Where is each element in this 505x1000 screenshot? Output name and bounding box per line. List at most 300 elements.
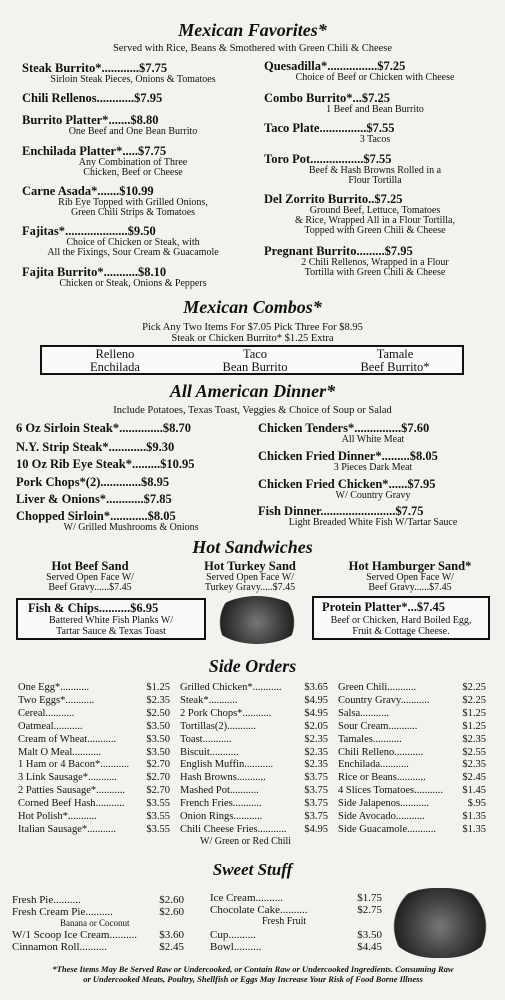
side-order-item	[18, 824, 170, 836]
item-price: $9.30	[146, 440, 175, 454]
item-desc: 2 Chili Rellenos, Wrapped in a Flour	[301, 257, 449, 268]
item-name: Liver & Onions*	[16, 492, 107, 506]
item-name: Taco Plate	[264, 121, 320, 135]
sweet-item-name: Fresh Pie	[12, 894, 54, 906]
fish-chips-desc-1: Battered White Fish Planks W/	[48, 615, 174, 626]
item-desc: Beef & Hash Browns Rolled in a	[308, 165, 442, 176]
item-price: $7.75	[395, 504, 424, 518]
side-order-item	[18, 798, 170, 810]
side-item-dots: ...........	[87, 823, 116, 835]
side-item-dots: ...........	[407, 823, 436, 835]
item-dots: .........	[131, 457, 161, 471]
side-order-item	[338, 824, 486, 836]
side-item-name: One Egg*	[18, 682, 61, 693]
sweet-item-dots: ..........	[79, 941, 108, 953]
hot-sandwich-desc: Served Open Face W/	[46, 572, 134, 583]
side-item-dots: ...........	[202, 733, 232, 745]
side-item-dots: ...........	[60, 682, 90, 693]
item-price: $8.95	[141, 475, 170, 489]
combo-option: Relleno	[95, 347, 135, 361]
side-order-item	[338, 759, 486, 771]
side-item-dots: ...........	[53, 720, 83, 732]
side-order-item	[180, 772, 328, 784]
side-item-name: 4 Slices Tomatoes	[338, 785, 415, 797]
item-dots: ............	[106, 492, 144, 506]
combo-option: Tamale	[376, 347, 414, 361]
item-dots: .......	[108, 113, 131, 127]
item-price: $7.75	[137, 144, 167, 158]
protein-desc-1: Beef or Chicken, Hard Boiled Egg,	[330, 615, 472, 626]
side-item-price: $3.65	[304, 682, 328, 693]
hot-sandwich-name: Hot Hamburger Sand*	[348, 559, 472, 573]
side-item-name: Enchilada	[338, 759, 380, 771]
hot-sandwich-desc: Beef Gravy......$7.45	[48, 582, 132, 593]
item-price: $7.55	[366, 121, 395, 135]
item-name: Quesadilla*	[264, 59, 328, 73]
side-item-name: Hash Browns	[180, 772, 237, 784]
side-item-dots: ...........	[65, 694, 95, 706]
item-desc: Ground Beef, Lettuce, Tomatoes	[309, 205, 441, 216]
dessert-photo	[388, 888, 492, 958]
side-item-name: Hot Polish*	[18, 811, 68, 822]
hot-sandwiches-title: Hot Sandwiches	[192, 537, 313, 557]
side-order-item	[18, 759, 170, 771]
chili-fries-note: W/ Green or Red Chili	[200, 836, 292, 847]
side-item-name: 3 Link Sausage*	[18, 772, 88, 784]
item-dots: .........	[381, 449, 410, 463]
side-item-name: Green Chili	[338, 682, 388, 693]
sweet-item-name: W/1 Scoop Ice Cream	[12, 929, 110, 941]
side-item-price: $2.35	[304, 759, 328, 771]
side-item-dots: ...........	[242, 707, 272, 719]
item-name: Del Zorrito Burrito	[264, 192, 369, 206]
side-item-name: Toast	[180, 733, 203, 745]
side-order-item	[338, 811, 486, 823]
item-name: N.Y. Strip Steak*	[16, 440, 109, 454]
side-orders-title: Side Orders	[208, 656, 297, 676]
side-item-price: $2.70	[146, 759, 170, 771]
side-item-name: Salsa	[338, 707, 361, 719]
side-item-name: 1 Ham or 4 Bacon*	[18, 759, 101, 771]
item-name: Fajita Burrito*	[22, 265, 104, 279]
side-item-dots: ...........	[400, 798, 429, 810]
item-name: Chicken Fried Dinner*	[258, 449, 382, 463]
side-order-item	[338, 682, 486, 694]
item-dots: ............	[101, 61, 140, 75]
sweet-item	[210, 904, 382, 916]
item-price: $10.99	[119, 184, 154, 198]
combos-pricing: Pick Any Two Items For $7.05 Pick Three For $8.95	[142, 322, 363, 333]
side-item-name: English Muffin	[180, 759, 245, 771]
sweet-item	[12, 941, 184, 953]
side-item-dots: ...........	[387, 682, 417, 693]
item-price: $8.05	[409, 449, 438, 463]
side-item-price: $4.95	[304, 707, 328, 719]
item-price: $7.25	[374, 192, 403, 206]
side-item-dots: ...........	[379, 759, 409, 771]
pie-flavors-note: Banana or Coconut	[60, 918, 130, 928]
item-price: $7.95	[407, 477, 436, 491]
footer-warning-1: *These Items May Be Served Raw or Undercooked, or Contain Raw or Undercooked Ingredients. Consuming Raw	[52, 964, 454, 974]
side-item-price: $2.35	[146, 694, 170, 706]
item-name: Chili Rellenos	[22, 91, 97, 105]
side-order-item	[180, 824, 328, 836]
item-price: $8.70	[162, 421, 192, 435]
side-item-price: $2.05	[304, 720, 328, 732]
protein-platter-name: Protein Platter*...$7.45	[322, 600, 445, 614]
side-order-item	[180, 785, 328, 797]
sweet-item-price: $1.75	[357, 892, 382, 904]
side-order-item	[338, 708, 486, 720]
menu-item-am-left-4	[16, 493, 172, 506]
fish-chips-desc-2: Tartar Sauce & Texas Toast	[56, 626, 166, 637]
side-item-price: $2.70	[146, 785, 170, 797]
side-item-dots: ...........	[208, 694, 238, 706]
side-item-price: $2.35	[304, 746, 328, 758]
item-name: Chicken Tenders*	[258, 421, 355, 435]
side-item-price: $2.55	[462, 746, 486, 758]
side-order-item	[338, 734, 486, 746]
hot-sandwich-name: Hot Beef Sand	[51, 559, 129, 573]
item-desc: Tortilla with Green Chili & Cheese	[304, 267, 446, 278]
item-name: Enchilada Platter*	[22, 144, 123, 158]
sweet-item-dots: ..........	[279, 904, 308, 916]
side-item-name: Tamales	[338, 733, 373, 745]
combo-option: Bean Burrito	[222, 360, 288, 374]
side-order-item	[18, 785, 170, 797]
sweet-item-price: $3.50	[357, 929, 382, 941]
side-order-item	[18, 811, 170, 823]
sweet-item-price: $2.60	[159, 906, 184, 918]
sweet-item	[210, 941, 382, 953]
side-item-dots: ...........	[394, 746, 424, 758]
hot-sandwich-name: Hot Turkey Sand	[204, 559, 296, 573]
side-item-name: Two Eggs*	[18, 694, 66, 706]
item-dots: ...	[352, 91, 362, 105]
side-order-item	[18, 734, 170, 746]
side-item-price: $2.35	[304, 733, 328, 745]
item-name: Combo Burrito*	[264, 91, 353, 105]
combo-option: Beef Burrito*	[360, 360, 430, 374]
item-desc: Chicken, Beef or Cheese	[83, 167, 183, 178]
fresh-fruit-note: Fresh Fruit	[262, 916, 307, 927]
side-order-item	[180, 798, 328, 810]
side-item-name: Side Avocado	[338, 811, 396, 822]
side-item-name: 2 Pork Chops*	[180, 707, 243, 719]
item-dots: .........	[356, 244, 385, 258]
side-item-name: Cream of Wheat	[18, 733, 88, 745]
side-item-price: $3.75	[304, 811, 328, 822]
item-price: $7.60	[401, 421, 430, 435]
side-item-dots: ...........	[229, 785, 259, 797]
hot-sandwich-desc: Beef Gravy......$7.45	[368, 582, 452, 593]
item-desc: 1 Beef and Bean Burrito	[326, 104, 424, 115]
side-order-item	[180, 695, 328, 707]
side-item-dots: ...........	[45, 707, 75, 719]
sweet-item-price: $2.45	[159, 941, 184, 953]
menu-item-am-left-1	[16, 441, 174, 454]
side-item-dots: ...........	[396, 772, 426, 784]
fish-chips-box	[16, 598, 206, 640]
item-price: $7.85	[143, 492, 172, 506]
sweet-stuff-title: Sweet Stuff	[212, 860, 293, 879]
item-price: $7.55	[363, 152, 392, 166]
item-desc: All White Meat	[341, 434, 405, 445]
side-item-name: Side Guacamole	[338, 823, 408, 835]
combo-option: Enchilada	[90, 360, 140, 374]
item-dots: ........................	[320, 504, 396, 518]
american-dinner-subtitle: Include Potatoes, Texas Toast, Veggies & Choice of Soup or Salad	[113, 405, 392, 416]
side-item-name: Grilled Chicken*	[180, 682, 253, 693]
item-desc: Rib Eye Topped with Grilled Onions,	[58, 197, 208, 208]
item-name: Fish Dinner	[258, 504, 321, 518]
side-item-dots: ...........	[232, 798, 262, 810]
side-item-dots: ...........	[236, 772, 266, 784]
side-order-item	[180, 734, 328, 746]
side-item-dots: ...........	[388, 720, 418, 732]
side-item-dots: ...........	[360, 707, 390, 719]
item-name: Steak Burrito*	[22, 61, 102, 75]
item-desc: Chicken or Steak, Onions & Peppers	[59, 278, 207, 289]
item-name: 10 Oz Rib Eye Steak*	[16, 457, 132, 471]
item-name: Toro Pot	[264, 152, 311, 166]
side-item-name: Mashed Pot	[180, 785, 230, 797]
item-dots: .......	[97, 184, 120, 198]
item-dots: .............	[100, 475, 142, 489]
item-desc: All the Fixings, Sour Cream & Guacamole	[47, 247, 219, 258]
side-order-item	[338, 772, 486, 784]
item-desc: Green Chili Strips & Tomatoes	[70, 207, 196, 218]
item-dots: ..............	[119, 421, 163, 435]
side-item-name: Cereal	[18, 707, 46, 719]
side-order-item	[338, 785, 486, 797]
side-item-price: $1.25	[146, 682, 170, 693]
sweet-item-name: Bowl	[210, 941, 234, 953]
sweet-item	[210, 892, 382, 904]
item-dots: ............	[110, 509, 148, 523]
side-item-price: $2.35	[462, 733, 486, 745]
side-item-name: Chili Cheese Fries	[180, 823, 258, 835]
side-item-dots: ...........	[72, 746, 102, 758]
item-price: $10.95	[160, 457, 195, 471]
protein-platter-box	[312, 596, 490, 640]
side-order-item	[18, 721, 170, 733]
item-price: $7.25	[377, 59, 406, 73]
side-order-item	[180, 759, 328, 771]
side-order-item	[180, 682, 328, 694]
side-item-price: $1.25	[462, 707, 486, 719]
side-order-item	[18, 695, 170, 707]
menu-item-am-left-2	[16, 458, 194, 471]
side-item-dots: ...........	[252, 682, 282, 693]
item-name: Pregnant Burrito	[264, 244, 357, 258]
mexican-favorites-subtitle: Served with Rice, Beans & Smothered with Green Chili & Cheese	[112, 43, 393, 54]
item-name: Pork Chops*(2)	[16, 475, 101, 489]
item-desc: Sirloin Steak Pieces, Onions & Tomatoes	[50, 74, 216, 85]
item-dots: ...............	[354, 421, 402, 435]
side-item-price: $1.45	[462, 785, 486, 797]
side-item-name: Country Gravy	[338, 694, 401, 706]
side-item-dots: ...........	[96, 785, 126, 797]
item-price: $7.95	[384, 244, 413, 258]
mexican-combos-title: Mexican Combos*	[183, 297, 322, 317]
side-item-price: $1.35	[462, 811, 486, 822]
item-price: $8.10	[137, 265, 167, 279]
side-order-item	[180, 747, 328, 759]
menu-item-am-left-3	[16, 476, 169, 489]
item-price: $8.05	[147, 509, 176, 523]
footer-warning-2: or Undercooked Meats, Poultry, Shellfish or Eggs May Increase Your Risk of Food Borne Illness	[83, 974, 423, 984]
item-desc: 3 Pieces Dark Meat	[333, 462, 413, 473]
side-item-name: Steak*	[180, 694, 209, 706]
side-item-name: Italian Sausage*	[18, 823, 88, 835]
side-item-price: $2.70	[146, 772, 170, 784]
hot-sandwich-desc: Turkey Gravy.....$7.45	[204, 582, 296, 593]
item-price: $7.95	[134, 91, 163, 105]
item-name: Burrito Platter*	[22, 113, 109, 127]
american-dinner-title: All American Dinner*	[169, 381, 336, 401]
side-item-price: $3.55	[146, 798, 170, 810]
item-dots: .................	[310, 152, 364, 166]
sweet-item-name: Cinnamon Roll	[12, 941, 80, 953]
side-item-dots: ...........	[67, 811, 97, 822]
side-item-price: $.95	[467, 798, 486, 810]
side-item-price: $3.55	[146, 823, 170, 835]
sweet-item-dots: ..........	[255, 892, 283, 904]
side-item-name: Chili Relleno	[338, 746, 395, 758]
item-price: $8.80	[130, 113, 159, 127]
side-item-dots: ...........	[414, 785, 443, 797]
sweet-item-price: $2.60	[159, 894, 184, 906]
item-desc: Any Combination of Three	[78, 157, 188, 168]
side-order-item	[338, 721, 486, 733]
side-item-dots: ...........	[88, 772, 117, 784]
side-item-name: Corned Beef Hash	[18, 798, 96, 810]
item-desc: Choice of Chicken or Steak, with	[66, 237, 200, 248]
side-item-dots: ...........	[233, 811, 263, 822]
side-item-price: $4.95	[304, 694, 328, 706]
item-price: $7.25	[361, 91, 391, 105]
sweet-item-name: Ice Cream	[210, 892, 256, 904]
item-desc: One Beef and One Bean Burrito	[68, 126, 198, 137]
item-dots: ............	[96, 91, 135, 105]
side-item-price: $2.45	[462, 772, 486, 784]
item-dots: ...............	[319, 121, 367, 135]
item-name: Chopped Sirloin*	[16, 509, 111, 523]
side-order-item	[338, 798, 486, 810]
item-dots: ............	[108, 440, 147, 454]
item-price: $7.75	[139, 61, 168, 75]
side-item-name: Sour Cream	[338, 720, 389, 732]
side-item-name: Malt O Meal	[18, 746, 73, 758]
side-order-item	[18, 682, 170, 694]
hot-sandwich-desc: Served Open Face W/	[206, 572, 294, 583]
side-item-name: Side Jalapenos	[338, 798, 401, 810]
sweet-item-dots: ..........	[233, 941, 262, 953]
side-item-price: $3.75	[304, 785, 328, 797]
side-order-item	[18, 747, 170, 759]
hot-sandwich-desc: Served Open Face W/	[366, 572, 454, 583]
side-item-price: $3.50	[146, 720, 170, 732]
fish-plate-photo	[212, 596, 302, 644]
menu-item-am-left-0	[16, 422, 191, 435]
side-order-item	[338, 695, 486, 707]
item-name: Chicken Fried Chicken*	[258, 477, 389, 491]
sweet-item	[12, 906, 184, 918]
side-item-dots: ...........	[95, 798, 125, 810]
side-item-dots: ...........	[227, 720, 256, 732]
side-item-dots: ...........	[372, 733, 402, 745]
item-dots: ....................	[65, 224, 128, 238]
item-name: Carne Asada*	[22, 184, 98, 198]
combos-extra: Steak or Chicken Burrito* $1.25 Extra	[171, 333, 334, 344]
side-item-price: $3.55	[146, 811, 170, 822]
item-dots: ......	[388, 477, 408, 491]
sweet-item	[12, 894, 184, 906]
side-item-price: $2.35	[462, 759, 486, 771]
sweet-item	[12, 929, 184, 941]
mexican-favorites-title: Mexican Favorites*	[178, 20, 327, 40]
item-desc: Flour Tortilla	[348, 175, 402, 186]
side-item-name: Biscuit	[180, 746, 210, 758]
item-dots: ................	[327, 59, 378, 73]
side-item-dots: ...........	[400, 694, 430, 706]
side-item-dots: ...........	[87, 733, 117, 745]
sweet-item-name: Fresh Cream Pie	[12, 906, 86, 918]
sweet-item	[210, 929, 382, 941]
side-item-name: Tortillas(2)	[180, 720, 228, 732]
side-order-item	[338, 747, 486, 759]
side-item-name: French Fries	[180, 798, 233, 810]
item-dots: ..	[368, 192, 375, 206]
side-item-price: $2.25	[462, 694, 486, 706]
side-item-price: $4.95	[304, 823, 328, 835]
combo-option: Taco	[242, 347, 268, 361]
item-price: $9.50	[127, 224, 156, 238]
side-item-price: $1.25	[462, 720, 486, 732]
fish-chips-name: Fish & Chips..........$6.95	[28, 601, 159, 615]
side-item-dots: ...........	[100, 759, 130, 771]
item-desc: Choice of Beef or Chicken with Cheese	[295, 72, 455, 83]
sweet-item-dots: ..........	[53, 894, 81, 906]
menu-item-mex-left-1	[22, 92, 162, 105]
item-name: Fajitas*	[22, 224, 66, 238]
protein-desc-2: Fruit & Cottage Cheese.	[352, 626, 450, 637]
side-order-item	[18, 772, 170, 784]
item-dots: ...........	[103, 265, 138, 279]
sweet-item-dots: ..........	[85, 906, 113, 918]
side-order-item	[180, 721, 328, 733]
side-order-item	[180, 811, 328, 823]
item-desc: Topped with Green Chili & Cheese	[304, 225, 446, 236]
item-dots: .....	[122, 144, 138, 158]
sweet-item-price: $3.60	[159, 929, 184, 941]
side-item-price: $3.50	[146, 746, 170, 758]
side-item-price: $2.50	[146, 707, 170, 719]
item-desc: & Rice, Wrapped All in a Flour Tortilla,	[295, 215, 455, 226]
sweet-item-price: $4.45	[357, 941, 382, 953]
item-desc: 3 Tacos	[359, 134, 391, 145]
item-desc: Light Breaded White Fish W/Tartar Sauce	[288, 517, 458, 528]
side-item-price: $3.75	[304, 798, 328, 810]
side-item-dots: ...........	[209, 746, 239, 758]
side-order-item	[18, 708, 170, 720]
sweet-item-dots: ..........	[228, 929, 256, 941]
side-item-price: $2.25	[462, 682, 486, 693]
item-name: 6 Oz Sirloin Steak*	[16, 421, 120, 435]
item-desc: W/ Grilled Mushrooms & Onions	[63, 522, 199, 533]
item-desc: W/ Country Gravy	[335, 490, 411, 501]
